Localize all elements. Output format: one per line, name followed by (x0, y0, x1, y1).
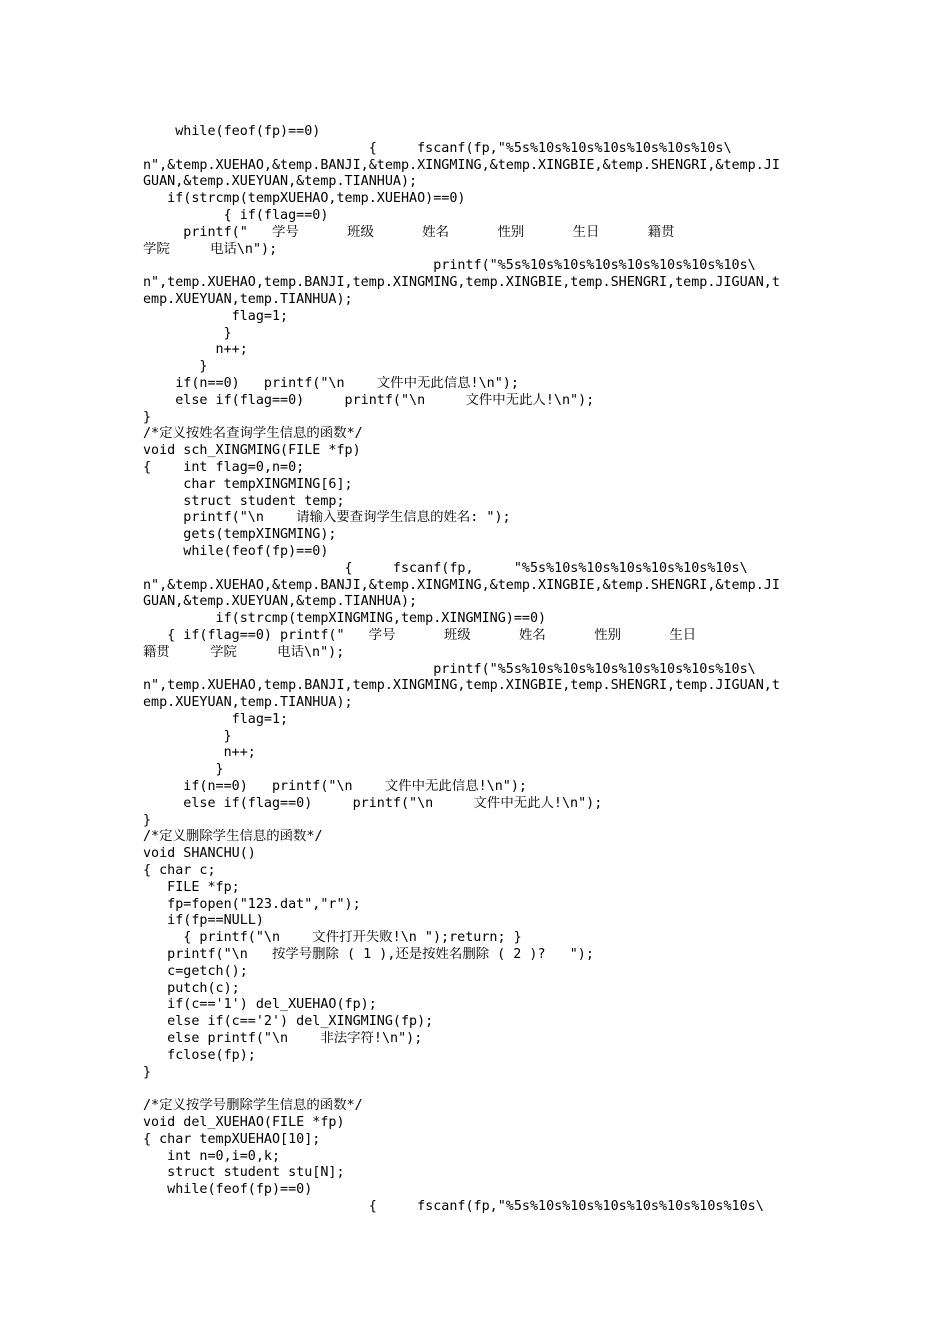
code-line: /*定义按学号删除学生信息的函数*/ (143, 1098, 363, 1114)
code-line: 学院 电话\n"); (143, 241, 278, 257)
code-line: { char tempXUEHAO[10]; (143, 1131, 321, 1147)
code-line: } (143, 325, 232, 341)
code-line: else if(flag==0) printf("\n 文件中无此人!\n"); (143, 795, 603, 811)
code-line: printf("\n 按学号删除 ( 1 ),还是按姓名删除 ( 2 )? "); (143, 947, 594, 963)
code-line: c=getch(); (143, 963, 248, 979)
code-line: printf("%5s%10s%10s%10s%10s%10s%10s%10s\ (143, 661, 756, 677)
code-line: if(n==0) printf("\n 文件中无此信息!\n"); (143, 779, 527, 795)
code-line: } (143, 359, 208, 375)
code-line: /*定义按姓名查询学生信息的函数*/ (143, 426, 363, 442)
code-line: fp=fopen("123.dat","r"); (143, 896, 361, 912)
code-line: fclose(fp); (143, 1047, 256, 1063)
code-line: { if(flag==0) printf(" 学号 班级 姓名 性别 生日 (143, 627, 697, 643)
code-line: while(feof(fp)==0) (143, 124, 321, 139)
code-line: if(c=='1') del_XUEHAO(fp); (143, 997, 377, 1013)
code-line: { printf("\n 文件打开失败!\n ");return; } (143, 930, 522, 946)
code-line: 籍贯 学院 电话\n"); (143, 644, 345, 660)
code-line: { if(flag==0) (143, 207, 329, 223)
code-line: { char c; (143, 863, 216, 879)
code-line: if(strcmp(tempXINGMING,temp.XINGMING)==0) (143, 611, 547, 627)
code-line: n",temp.XUEHAO,temp.BANJI,temp.XINGMING,temp.XINGBIE,temp.SHENGRI,temp.JIGUAN,t (143, 275, 780, 291)
code-line: FILE *fp; (143, 879, 240, 895)
code-line: { fscanf(fp,"%5s%10s%10s%10s%10s%10s%10s\ (143, 140, 732, 156)
code-line: void sch_XINGMING(FILE *fp) (143, 443, 361, 459)
code-line: else if(c=='2') del_XINGMING(fp); (143, 1014, 434, 1030)
code-line: } (143, 409, 152, 425)
code-line: while(feof(fp)==0) (143, 1182, 313, 1198)
code-line: printf(" 学号 班级 姓名 性别 生日 籍贯 (143, 224, 675, 240)
code-line: else if(flag==0) printf("\n 文件中无此人!\n"); (143, 392, 595, 408)
code-line: if(n==0) printf("\n 文件中无此信息!\n"); (143, 375, 519, 391)
code-line: } (143, 762, 224, 778)
code-line: emp.XUEYUAN,temp.TIANHUA); (143, 695, 353, 711)
code-line: n++; (143, 342, 248, 358)
code-line: if(fp==NULL) (143, 913, 264, 929)
code-line: n",&temp.XUEHAO,&temp.BANJI,&temp.XINGMING,&temp.XINGBIE,&temp.SHENGRI,&temp.JI (143, 157, 780, 173)
code-line: GUAN,&temp.XUEYUAN,&temp.TIANHUA); (143, 594, 418, 610)
code-line: } (143, 812, 152, 828)
code-line: while(feof(fp)==0) (143, 543, 329, 559)
code-line: n",&temp.XUEHAO,&temp.BANJI,&temp.XINGMING,&temp.XINGBIE,&temp.SHENGRI,&temp.JI (143, 577, 780, 593)
code-line: flag=1; (143, 711, 289, 727)
code-line: if(strcmp(tempXUEHAO,temp.XUEHAO)==0) (143, 191, 466, 207)
code-line: flag=1; (143, 308, 289, 324)
code-line: void SHANCHU() (143, 846, 256, 862)
code-line: printf("\n 请输入要查询学生信息的姓名: "); (143, 510, 511, 526)
code-line: struct student stu[N]; (143, 1165, 345, 1181)
code-line: gets(tempXINGMING); (143, 527, 337, 543)
code-line: { fscanf(fp,"%5s%10s%10s%10s%10s%10s%10s%10s\ (143, 1199, 764, 1214)
code-line: n++; (143, 745, 256, 761)
code-line: { int flag=0,n=0; (143, 459, 305, 475)
code-line: printf("%5s%10s%10s%10s%10s%10s%10s%10s\ (143, 258, 756, 274)
code-line (143, 1081, 811, 1098)
code-line: putch(c); (143, 980, 240, 996)
code-line: emp.XUEYUAN,temp.TIANHUA); (143, 291, 353, 307)
code-line: { fscanf(fp, "%5s%10s%10s%10s%10s%10s%10s\ (143, 560, 748, 576)
code-line: struct student temp; (143, 493, 345, 509)
code-line: int n=0,i=0,k; (143, 1148, 281, 1164)
code-line: } (143, 1064, 152, 1080)
code-line: n",temp.XUEHAO,temp.BANJI,temp.XINGMING,temp.XINGBIE,temp.SHENGRI,temp.JIGUAN,t (143, 678, 780, 694)
code-line: /*定义删除学生信息的函数*/ (143, 829, 323, 845)
code-line: } (143, 728, 232, 744)
code-line: else printf("\n 非法字符!\n"); (143, 1031, 423, 1047)
code-page (143, 124, 811, 1216)
code-line: char tempXINGMING[6]; (143, 476, 353, 492)
code-line: GUAN,&temp.XUEYUAN,&temp.TIANHUA); (143, 174, 418, 190)
code-line: void del_XUEHAO(FILE *fp) (143, 1115, 345, 1131)
